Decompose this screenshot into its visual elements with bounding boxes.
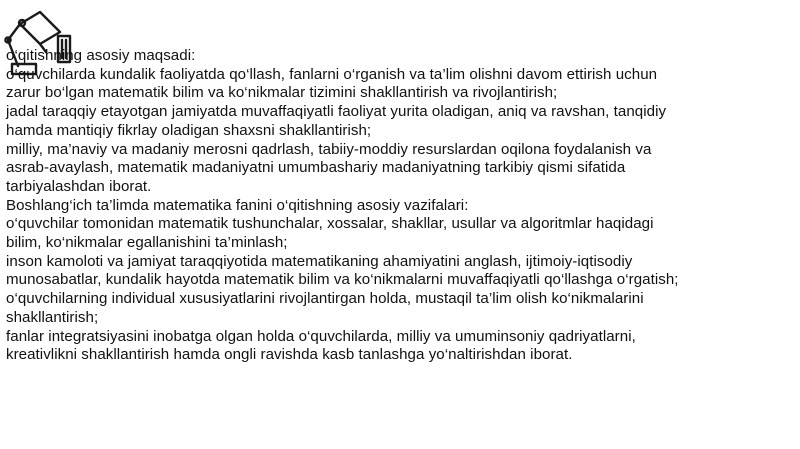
text-line: o‘quvchilar tomonidan matematik tushunchalar, xossalar, shakllar, usullar va algoritmlar haqidagi xyxy=(6,215,654,233)
text-line: inson kamoloti va jamiyat taraqqiyotida matematikaning ahamiyatini anglash, ijtimoiy-iqtisodiy xyxy=(6,252,633,270)
text-line: tarbiyalashdan iborat. xyxy=(6,177,152,195)
text-line: shakllantirish; xyxy=(6,308,99,326)
text-line: jadal taraqqiy etayotgan jamiyatda muvaffaqiyatli faoliyat yurita oladigan, aniq va ravshan, tanqidiy xyxy=(6,103,667,121)
text-line: o‘qitishning asosiy maqsadi: xyxy=(6,47,196,64)
text-line: bilim, ko‘nikmalar egallanishini ta’minlash; xyxy=(6,234,288,252)
text-line: munosabatlar, kundalik hayotda matematik bilim va ko‘nikmalarni muvaffaqiyatli qo‘llashga o‘rgatish; xyxy=(6,271,679,289)
text-line: o‘quvchilarning individual xususiyatlarini rivojlantirgan holda, mustaqil ta’lim olish ko‘nikmalarini xyxy=(6,290,644,308)
text-line: asrab-avaylash, matematik madaniyatni umumbashariy madaniyatning tarkibiy qismi sifatida xyxy=(6,159,626,177)
document-body xyxy=(6,47,786,365)
text-line: fanlar integratsiyasini inobatga olgan holda o‘quvchilarda, milliy va umuminsoniy qadriyatlarni, xyxy=(6,327,636,345)
text-line: kreativlikni shakllantirish hamda ongli ravishda kasb tanlashga yo‘naltirishdan iborat. xyxy=(6,346,573,364)
text-line: o‘quvchilarda kundalik faoliyatda qo‘llash, fanlarni o‘rganish va ta’lim olishni davom ettirish uchun xyxy=(6,65,658,83)
text-line: hamda mantiqiy fikrlay oladigan shaxsni shakllantirish; xyxy=(6,121,372,139)
section-heading: Boshlang‘ich ta’limda matematika fanini o‘qitishning asosiy vazifalari: xyxy=(6,196,469,214)
text-line: zarur bo‘lgan matematik bilim va ko‘nikmalar tizimini shakllantirish va rivojlantirish; xyxy=(6,84,558,102)
text-line: milliy, ma’naviy va madaniy merosni qadrlash, tabiiy-moddiy resurslardan oqilona foydalanish va xyxy=(6,140,652,158)
